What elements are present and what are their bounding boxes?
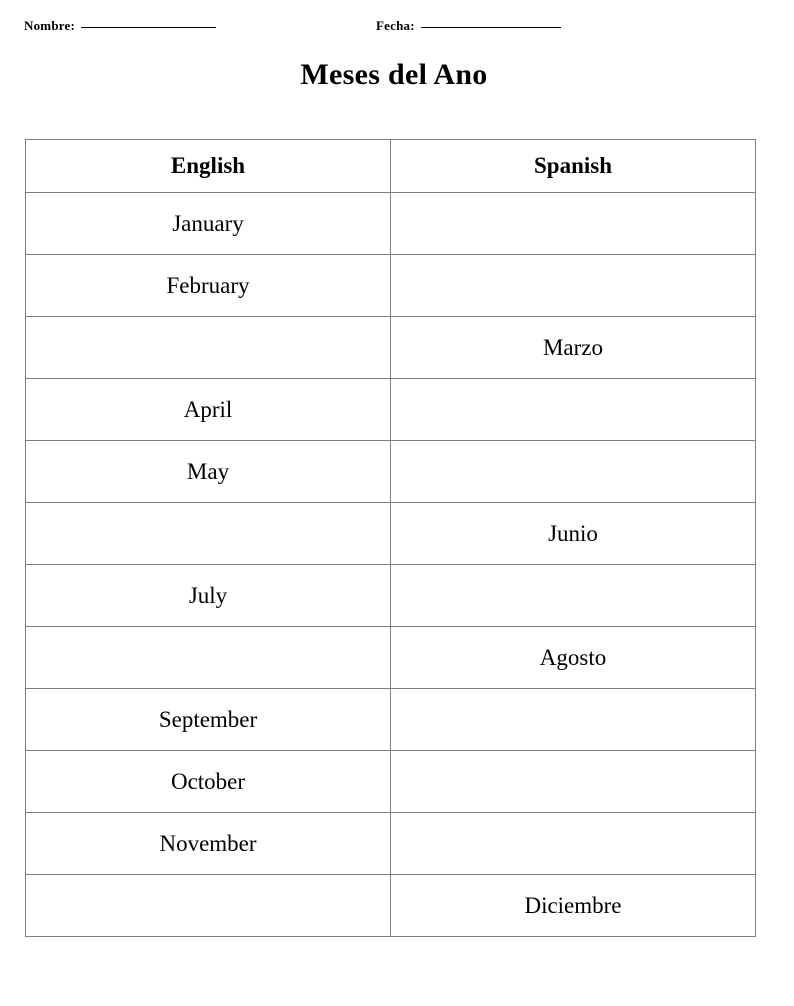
page-title: Meses del Ano [300,58,488,91]
cell-spanish[interactable] [391,379,756,441]
table-row [26,193,756,255]
table-row [26,689,756,751]
column-header-spanish: Spanish [391,140,756,193]
cell-spanish[interactable] [391,441,756,503]
cell-english[interactable]: February [26,255,391,317]
table-row [26,317,756,379]
name-blank-line[interactable] [81,27,216,28]
cell-english[interactable]: July [26,565,391,627]
cell-english[interactable]: April [26,379,391,441]
table-row [26,255,756,317]
table-row [26,751,756,813]
cell-spanish[interactable]: Junio [391,503,756,565]
date-label: Fecha: [375,18,415,33]
cell-spanish[interactable]: Agosto [391,627,756,689]
table-header-row [26,140,756,193]
cell-spanish[interactable] [391,565,756,627]
cell-spanish[interactable]: Diciembre [391,875,756,937]
table-row [26,627,756,689]
cell-spanish[interactable] [391,751,756,813]
cell-english[interactable]: September [26,689,391,751]
cell-english[interactable] [26,875,391,937]
table-row [26,503,756,565]
date-field[interactable] [376,18,561,34]
table-row [26,875,756,937]
cell-english[interactable]: October [26,751,391,813]
months-table [25,139,756,937]
cell-english[interactable]: November [26,813,391,875]
cell-english[interactable] [26,317,391,379]
cell-spanish[interactable] [391,255,756,317]
table-row [26,379,756,441]
worksheet-header [24,18,764,34]
table-row [26,441,756,503]
name-label: Nombre: [24,18,75,33]
column-header-english: English [26,140,391,193]
months-table-wrapper [24,139,764,937]
cell-english[interactable] [26,627,391,689]
cell-spanish[interactable] [391,689,756,751]
table-row [26,813,756,875]
cell-english[interactable] [26,503,391,565]
name-field[interactable] [24,18,216,34]
cell-english[interactable]: January [26,193,391,255]
cell-spanish[interactable]: Marzo [391,317,756,379]
date-blank-line[interactable] [421,27,561,28]
cell-spanish[interactable] [391,193,756,255]
table-row [26,565,756,627]
cell-english[interactable]: May [26,441,391,503]
cell-spanish[interactable] [391,813,756,875]
